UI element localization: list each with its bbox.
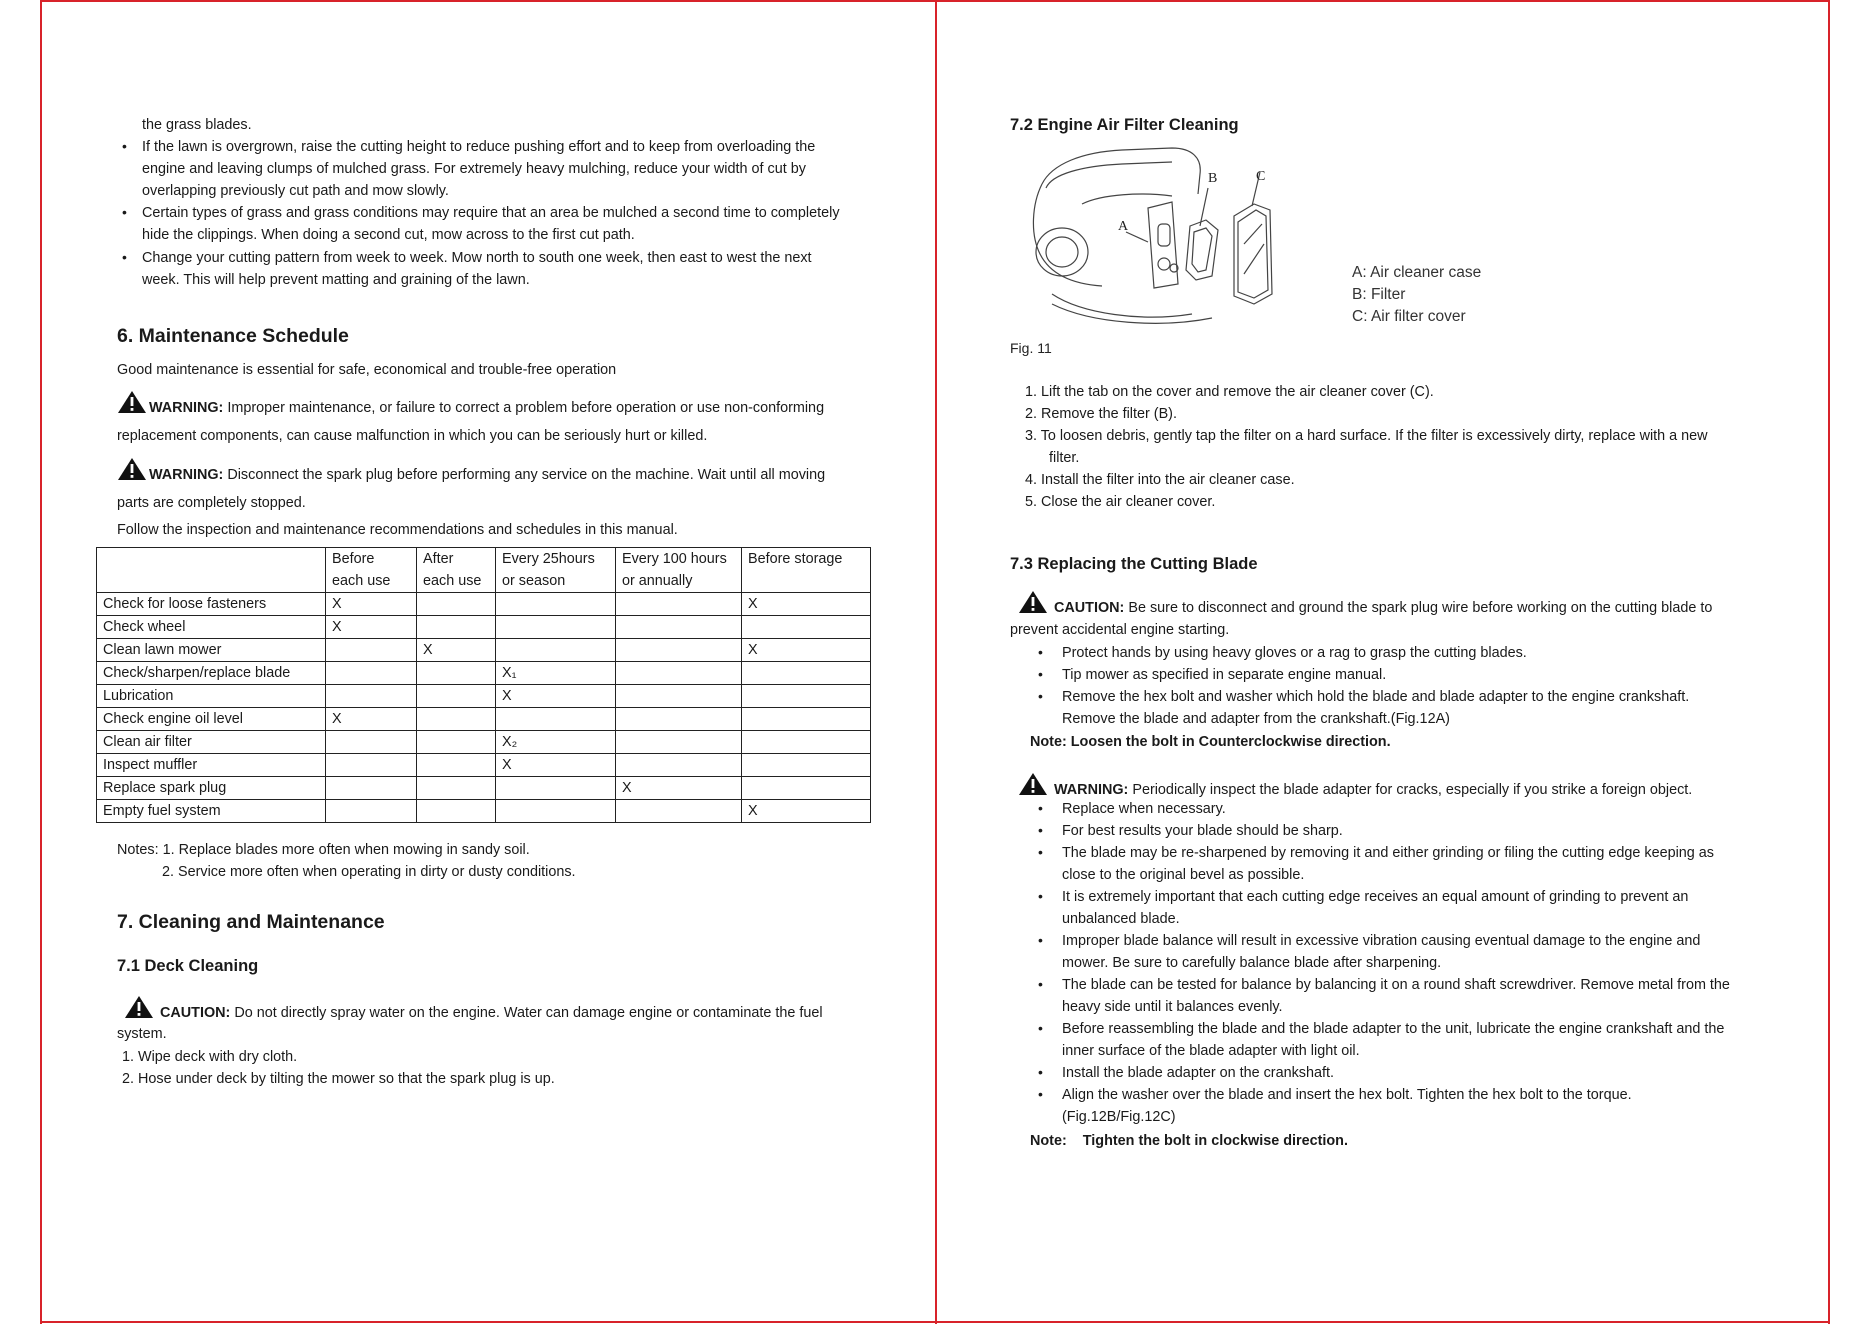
bullet: • xyxy=(122,138,127,154)
bullet: • xyxy=(1038,1064,1043,1080)
fig-letter-a: A xyxy=(1118,219,1129,234)
schedule-cell xyxy=(496,616,616,639)
warning-1-label: WARNING: xyxy=(149,400,224,416)
table-row xyxy=(97,685,871,708)
schedule-cell xyxy=(326,731,417,754)
table-row xyxy=(97,800,871,823)
schedule-cell xyxy=(616,593,742,616)
schedule-cell xyxy=(742,777,871,800)
blade-bullet: Remove the hex bolt and washer which hold the blade and blade adapter to the engine crankshaft. xyxy=(1062,689,1690,705)
table-row xyxy=(97,616,871,639)
table-row xyxy=(97,731,871,754)
header-line xyxy=(748,570,864,592)
intro-line: overlapping previously cut path and mow slowly. xyxy=(142,183,449,199)
section-7-2-heading: 7.2 Engine Air Filter Cleaning xyxy=(1010,116,1239,134)
schedule-cell xyxy=(496,800,616,823)
table-header-cell xyxy=(417,548,496,593)
blade-bullet: For best results your blade should be sharp. xyxy=(1062,823,1343,839)
schedule-cell xyxy=(326,777,417,800)
blade-bullet: Install the blade adapter on the crankshaft. xyxy=(1062,1065,1335,1081)
task-cell: Clean air filter xyxy=(97,731,326,754)
warning-triangle-icon xyxy=(1018,772,1048,796)
schedule-cell xyxy=(417,593,496,616)
header-line: Before storage xyxy=(748,551,843,567)
warning-1-text-cont: replacement components, can cause malfunction in which you can be seriously hurt or killed. xyxy=(117,428,708,444)
table-header-cell xyxy=(97,548,326,593)
frame-right-border xyxy=(1828,0,1830,1324)
schedule-table-body xyxy=(97,548,871,823)
schedule-cell: X xyxy=(742,593,871,616)
deck-step: 2. Hose under deck by tilting the mower so that the spark plug is up. xyxy=(122,1071,555,1087)
schedule-cell xyxy=(742,662,871,685)
note-tighten xyxy=(1030,1132,1348,1150)
task-cell: Lubrication xyxy=(97,685,326,708)
schedule-cell xyxy=(616,616,742,639)
warning-3-label: WARNING: xyxy=(1054,782,1129,798)
schedule-cell xyxy=(417,731,496,754)
caution-1-text-cont: system. xyxy=(117,1026,167,1042)
header-line xyxy=(103,570,319,592)
blade-bullet: heavy side until it balances evenly. xyxy=(1062,999,1283,1015)
header-line: Before xyxy=(332,551,375,567)
filter-step: 2. Remove the filter (B). xyxy=(1025,406,1177,422)
bullet: • xyxy=(1038,644,1043,660)
fig11-legend xyxy=(1352,262,1481,328)
bullet: • xyxy=(1038,844,1043,860)
intro-line: week. This will help prevent matting and graining of the lawn. xyxy=(142,272,530,288)
legend-item: C: Air filter cover xyxy=(1352,308,1466,325)
intro-line: engine and leaving clumps of mulched grass. For extremely heavy mulching, reduce your width of cut by xyxy=(142,161,806,177)
note-tighten-text: Tighten the bolt in clockwise direction. xyxy=(1082,1133,1348,1149)
left-page xyxy=(0,0,935,1324)
notes-line-2: 2. Service more often when operating in dirty or dusty conditions. xyxy=(162,864,576,880)
schedule-cell: X xyxy=(496,754,616,777)
schedule-cell xyxy=(417,708,496,731)
task-cell: Check engine oil level xyxy=(97,708,326,731)
caution-triangle-icon xyxy=(1018,590,1048,614)
bullet: • xyxy=(122,204,127,220)
blade-bullet: The blade can be tested for balance by balancing it on a round shaft screwdriver. Remove metal from the xyxy=(1062,977,1730,993)
caution-triangle-icon xyxy=(124,995,154,1019)
warning-2-text: Disconnect the spark plug before performing any service on the machine. Wait until all moving xyxy=(223,467,826,483)
blade-bullet: mower. Be sure to carefully balance blade after sharpening. xyxy=(1062,955,1442,971)
bullet: • xyxy=(1038,666,1043,682)
task-cell: Check for loose fasteners xyxy=(97,593,326,616)
schedule-cell xyxy=(496,593,616,616)
blade-bullet: inner surface of the blade adapter with light oil. xyxy=(1062,1043,1360,1059)
warning-1-text: Improper maintenance, or failure to correct a problem before operation or use non-conforming xyxy=(223,400,825,416)
intro-line: If the lawn is overgrown, raise the cutting height to reduce pushing effort and to keep from overloading the xyxy=(142,139,816,155)
schedule-cell xyxy=(326,685,417,708)
schedule-cell xyxy=(326,639,417,662)
bullet: • xyxy=(1038,932,1043,948)
schedule-cell xyxy=(742,685,871,708)
schedule-cell xyxy=(417,662,496,685)
header-line: each use xyxy=(423,573,482,589)
header-line: Every 25hours xyxy=(502,551,595,567)
blade-bullet: Before reassembling the blade and the blade adapter to the unit, lubricate the engine crankshaft and the xyxy=(1062,1021,1725,1037)
bullet: • xyxy=(1038,1020,1043,1036)
header-line: or season xyxy=(502,573,566,589)
blade-bullet: It is extremely important that each cutting edge receives an equal amount of grinding to prevent an xyxy=(1062,889,1689,905)
schedule-cell xyxy=(616,708,742,731)
intro-line: Change your cutting pattern from week to week. Mow north to south one week, then east to west the next xyxy=(142,250,812,266)
task-cell: Empty fuel system xyxy=(97,800,326,823)
schedule-cell xyxy=(616,639,742,662)
maintenance-schedule-table xyxy=(96,547,871,823)
schedule-cell xyxy=(496,639,616,662)
schedule-cell xyxy=(326,662,417,685)
table-header-cell xyxy=(616,548,742,593)
legend-item: B: Filter xyxy=(1352,286,1406,303)
schedule-cell xyxy=(742,731,871,754)
schedule-cell: X xyxy=(742,800,871,823)
task-cell: Replace spark plug xyxy=(97,777,326,800)
table-row xyxy=(97,639,871,662)
task-cell: Check/sharpen/replace blade xyxy=(97,662,326,685)
table-header-row xyxy=(97,548,871,593)
follow-text: Follow the inspection and maintenance recommendations and schedules in this manual. xyxy=(117,522,678,538)
task-cell: Check wheel xyxy=(97,616,326,639)
deck-step: 1. Wipe deck with dry cloth. xyxy=(122,1049,298,1065)
fig-11-caption: Fig. 11 xyxy=(1010,340,1052,356)
schedule-cell xyxy=(326,800,417,823)
header-line xyxy=(103,548,319,570)
schedule-cell xyxy=(616,800,742,823)
blade-bullet: Replace when necessary. xyxy=(1062,801,1226,817)
right-page xyxy=(936,0,1828,1324)
header-line: each use xyxy=(332,573,391,589)
warning-triangle-icon xyxy=(117,457,147,481)
warning-2-text-cont: parts are completely stopped. xyxy=(117,495,306,511)
schedule-cell xyxy=(417,777,496,800)
schedule-cell xyxy=(616,685,742,708)
section-7-1-heading: 7.1 Deck Cleaning xyxy=(117,957,259,975)
blade-bullet: Align the washer over the blade and insert the hex bolt. Tighten the hex bolt to the torque. xyxy=(1062,1087,1632,1103)
table-row xyxy=(97,708,871,731)
blade-bullet: Remove the blade and adapter from the crankshaft.(Fig.12A) xyxy=(1062,711,1450,727)
warning-1 xyxy=(117,390,824,417)
filter-step: 5. Close the air cleaner cover. xyxy=(1025,494,1216,510)
filter-step: 4. Install the filter into the air cleaner case. xyxy=(1025,472,1295,488)
schedule-cell: X xyxy=(616,777,742,800)
blade-bullet: (Fig.12B/Fig.12C) xyxy=(1062,1109,1176,1125)
blade-bullet: Protect hands by using heavy gloves or a rag to grasp the cutting blades. xyxy=(1062,645,1527,661)
schedule-cell xyxy=(326,754,417,777)
caution-2-text-cont: prevent accidental engine starting. xyxy=(1010,622,1230,638)
schedule-cell xyxy=(417,616,496,639)
table-header-cell xyxy=(326,548,417,593)
schedule-cell xyxy=(742,616,871,639)
fig-letter-b: B xyxy=(1208,171,1218,186)
schedule-cell xyxy=(417,800,496,823)
schedule-cell: X xyxy=(742,639,871,662)
schedule-cell xyxy=(417,685,496,708)
table-row xyxy=(97,777,871,800)
caution-1-text: Do not directly spray water on the engine. Water can damage engine or contaminate the fuel xyxy=(230,1005,823,1021)
bullet: • xyxy=(1038,822,1043,838)
legend-item: A: Air cleaner case xyxy=(1352,264,1482,281)
blade-bullet: Improper blade balance will result in excessive vibration causing eventual damage to the engine and xyxy=(1062,933,1701,949)
schedule-cell xyxy=(496,777,616,800)
note-loosen: Note: Loosen the bolt in Counterclockwise direction. xyxy=(1030,734,1391,750)
schedule-cell: X₂ xyxy=(496,731,616,754)
schedule-cell xyxy=(616,754,742,777)
schedule-cell: X xyxy=(326,593,417,616)
schedule-cell xyxy=(496,708,616,731)
intro-line: hide the clippings. When doing a second cut, mow across to the first cut path. xyxy=(142,227,635,243)
notes-line-1: Notes: 1. Replace blades more often when mowing in sandy soil. xyxy=(117,842,530,858)
air-filter-diagram xyxy=(1022,144,1292,326)
warning-2 xyxy=(117,457,825,484)
caution-1-label: CAUTION: xyxy=(160,1005,231,1021)
bullet: • xyxy=(1038,976,1043,992)
blade-bullet: unbalanced blade. xyxy=(1062,911,1180,927)
filter-step: 3. To loosen debris, gently tap the filter on a hard surface. If the filter is excessively dirty, replace with a new xyxy=(1025,428,1708,444)
schedule-cell: X xyxy=(417,639,496,662)
schedule-cell: X₁ xyxy=(496,662,616,685)
note-tighten-label: Note: xyxy=(1030,1133,1067,1149)
table-header-cell xyxy=(496,548,616,593)
caution-2-label: CAUTION: xyxy=(1054,600,1125,616)
section-6-heading: 6. Maintenance Schedule xyxy=(117,325,349,347)
schedule-cell: X xyxy=(496,685,616,708)
task-cell: Clean lawn mower xyxy=(97,639,326,662)
bullet: • xyxy=(1038,688,1043,704)
schedule-cell xyxy=(742,708,871,731)
section-7-heading: 7. Cleaning and Maintenance xyxy=(117,911,385,933)
table-row xyxy=(97,593,871,616)
blade-bullet: Tip mower as specified in separate engine manual. xyxy=(1062,667,1387,683)
bullet: • xyxy=(1038,888,1043,904)
bullet: • xyxy=(1038,800,1043,816)
intro-line: Certain types of grass and grass conditions may require that an area be mulched a second time to completely xyxy=(142,205,840,221)
warning-3 xyxy=(1018,772,1692,799)
header-line: After xyxy=(423,551,454,567)
blade-bullet: The blade may be re-sharpened by removing it and either grinding or filing the cutting edge keeping as xyxy=(1062,845,1714,861)
good-maintenance-text: Good maintenance is essential for safe, economical and trouble-free operation xyxy=(117,362,617,378)
table-header-cell xyxy=(742,548,871,593)
bullet: • xyxy=(122,249,127,265)
schedule-cell: X xyxy=(326,708,417,731)
schedule-cell: X xyxy=(326,616,417,639)
caution-2-text: Be sure to disconnect and ground the spark plug wire before working on the cutting blade to xyxy=(1124,600,1713,616)
filter-step: 1. Lift the tab on the cover and remove the air cleaner cover (C). xyxy=(1025,384,1434,400)
caution-1 xyxy=(124,995,823,1022)
warning-3-text: Periodically inspect the blade adapter for cracks, especially if you strike a foreign object. xyxy=(1128,782,1693,798)
bullet: • xyxy=(1038,1086,1043,1102)
task-cell: Inspect muffler xyxy=(97,754,326,777)
header-line: or annually xyxy=(622,573,693,589)
schedule-cell xyxy=(616,662,742,685)
header-line: Every 100 hours xyxy=(622,551,727,567)
schedule-cell xyxy=(417,754,496,777)
blade-bullet: close to the original bevel as possible. xyxy=(1062,867,1305,883)
table-row xyxy=(97,662,871,685)
filter-step: filter. xyxy=(1049,450,1080,466)
caution-2 xyxy=(1018,590,1712,617)
warning-2-label: WARNING: xyxy=(149,467,224,483)
intro-line: the grass blades. xyxy=(142,117,252,133)
section-7-3-heading: 7.3 Replacing the Cutting Blade xyxy=(1010,555,1258,573)
fig-letter-c: C xyxy=(1256,169,1266,184)
schedule-cell xyxy=(616,731,742,754)
schedule-cell xyxy=(742,754,871,777)
table-row xyxy=(97,754,871,777)
warning-triangle-icon xyxy=(117,390,147,414)
